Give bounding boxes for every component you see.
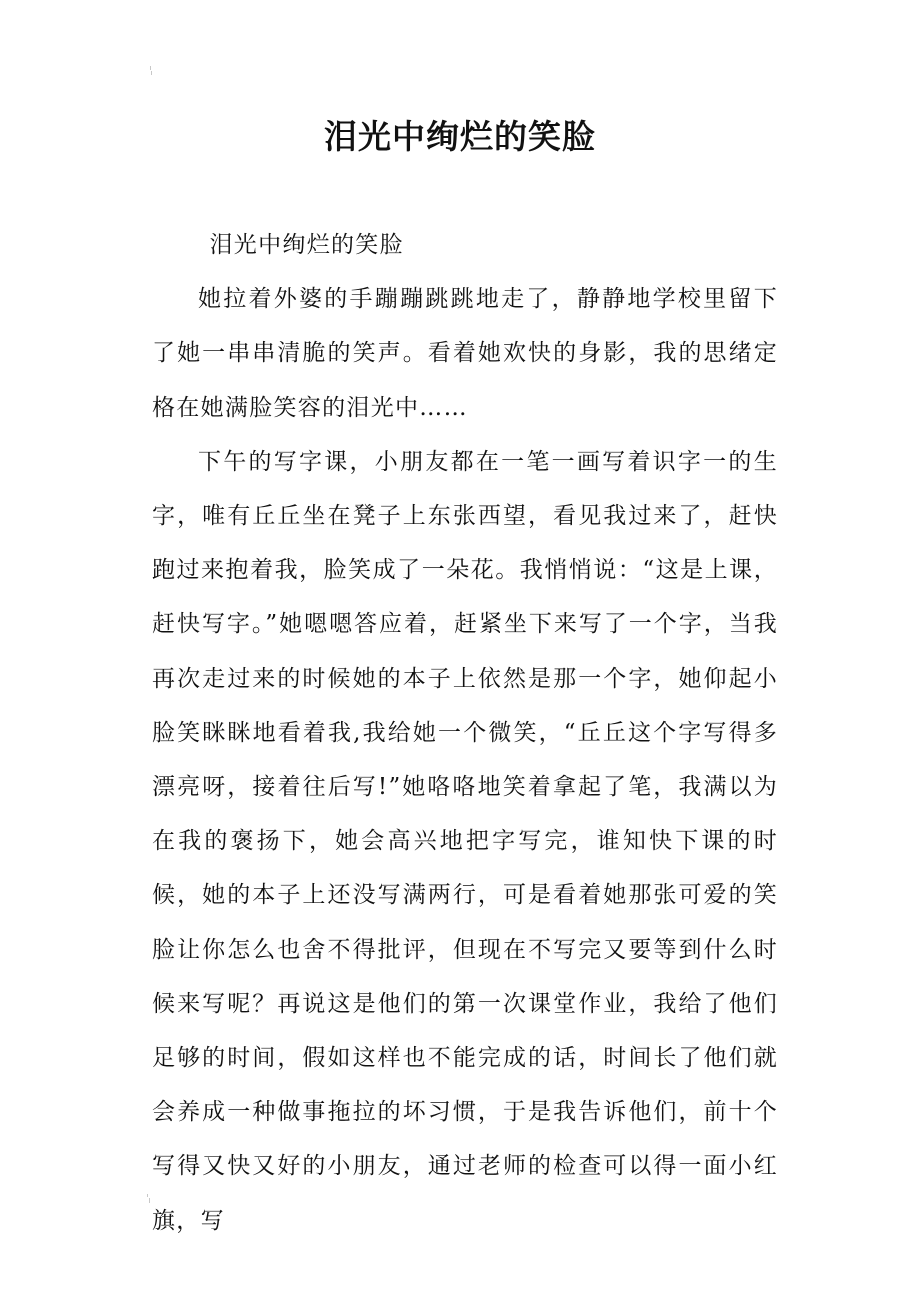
corner-mark-icon	[148, 66, 154, 76]
body-paragraph: 她拉着外婆的手蹦蹦跳跳地走了，静静地学校里留下了她一串串清脆的笑声。看着她欢快的身影，我的思绪定格在她满脸笑容的泪光中……	[152, 286, 778, 421]
document-title: 泪光中绚烂的笑脸	[324, 117, 596, 156]
corner-mark-icon	[146, 1194, 152, 1204]
document-body	[152, 218, 778, 1248]
body-paragraph: 下午的写字课，小朋友都在一笔一画写着识字一的生字，唯有丘丘坐在凳子上东张西望，看见我过来了，赶快跑过来抱着我，脸笑成了一朵花。我悄悄说：“这是上课，赶快写字。”她嗯嗯答应着，赶紧坐下来写了一个字，当我再次走过来的时候她的本子上依然是那一个字，她仰起小脸笑眯眯地看着我,我给她一个微笑，“丘丘这个字写得多漂亮呀，接着往后写!”她咯咯地笑着拿起了笔，我满以为在我的褒扬下，她会高兴地把字写完，谁知快下课的时候，她的本子上还没写满两行，可是看着她那张可爱的笑脸让你怎么也舍不得批评，但现在不写完又要等到什么时候来写呢？再说这是他们的第一次课堂作业，我给了他们足够的时间，假如这样也不能完成的话，时间长了他们就会养成一种做事拖拉的坏习惯，于是我告诉他们，前十个写得又快又好的小朋友，通过老师的检查可以得一面小红旗，写	[152, 448, 778, 1234]
body-paragraph-subtitle: 泪光中绚烂的笑脸	[209, 232, 404, 258]
